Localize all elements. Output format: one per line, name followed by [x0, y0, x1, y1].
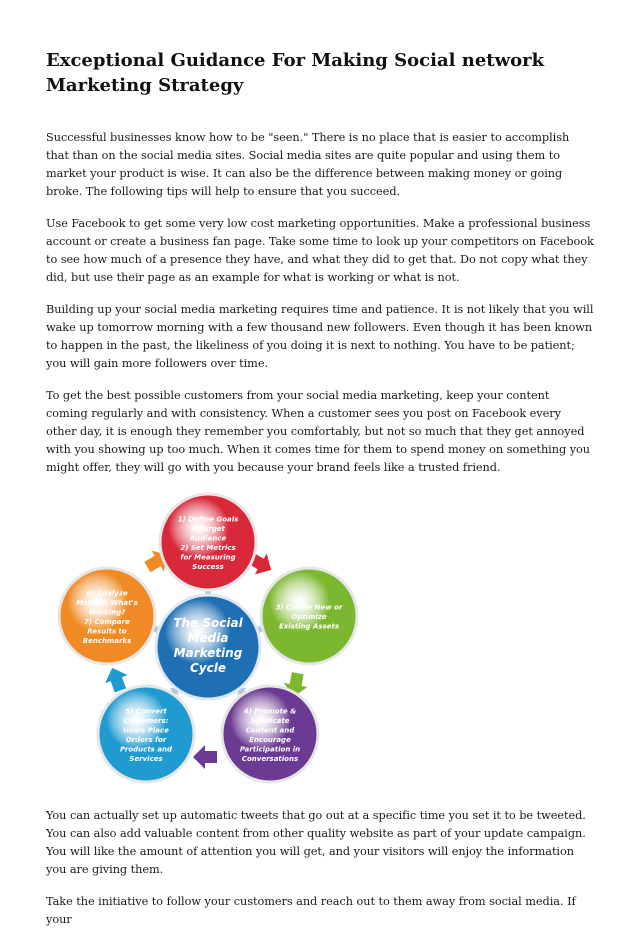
step-label-line: 4) Promote & [243, 707, 297, 716]
step-label-line: Working? [88, 608, 126, 617]
paragraph-3: Building up your social media marketing requires time and patience. It is not likely that you will wake up tomorrow morning with a few thousand new followers. Even though it has been known to happen in the past, the likeliness of you doing it is next to nothing. You have to be patient; you will gain more followers over time. [46, 303, 594, 370]
step-label-line: Audience [189, 534, 227, 543]
step-label-line: 2) Set Metrics [180, 543, 236, 552]
step-label-line: Metrics: What's [76, 598, 138, 607]
cycle-step-3 [222, 686, 318, 782]
social-media-cycle-diagram [46, 487, 594, 807]
step-label-line: 7) Compare [84, 617, 130, 626]
center-label-line: Cycle [190, 661, 226, 675]
paragraph-5: You can actually set up automatic tweets that go out at a specific time you set it to be tweeted. You can also add valuable content from other quality website as part of your update campaign. You will like the amount of attention you will get, and your visitors will enjoy the information you are giving them. [46, 809, 586, 876]
step-label-line: Benchmarks [82, 636, 132, 645]
step-label-line: Encourage [249, 735, 291, 744]
cycle-step-1 [160, 494, 256, 590]
step-label-line: Customers: [123, 716, 169, 725]
step-label-line: Conversations [241, 754, 299, 763]
paragraph-4: To get the best possible customers from your social media marketing, keep your content coming regularly and with consistency. When a customer sees you post on Facebook every other day, it is enough they remember you comfortably, but not so much that they get annoyed with you showing up too much. When it comes time for them to spend money on something you might offer, they will go with you because your brand feels like a trusted friend. [46, 389, 591, 474]
step-label-line: Products and [120, 745, 172, 754]
step-label-line: Success [192, 562, 224, 571]
step-label-line: Results to [87, 627, 127, 636]
cycle-step-4 [98, 686, 194, 782]
step-label-line: Content and [245, 726, 295, 735]
step-label-line: & Target [191, 524, 225, 533]
step-label-line: 3) Create New or [275, 603, 343, 612]
step-label-line: Existing Assets [278, 622, 340, 631]
step-label-line: Optimize [291, 613, 327, 621]
cycle-step-2 [261, 568, 357, 664]
center-label-line: Media [187, 631, 229, 645]
cycle-center [156, 595, 260, 699]
step-label-line: 6) Analyze [86, 589, 128, 598]
paragraph-2: Use Facebook to get some very low cost marketing opportunities. Make a professional business account or create a business fan page. Take some time to look up your competitors on Facebook to see how much of a presence they have, and what they did to get that. Do not copy what they did, but use their page as an example for what is working or what is not. [46, 217, 594, 284]
cycle-step-5 [59, 568, 155, 664]
paragraph-6: Take the initiative to follow your customers and reach out to them away from social media. If your [46, 895, 576, 926]
step-label-line: 1) Define Goals [177, 515, 239, 524]
step-label-line: Orders for [125, 735, 167, 744]
cycle-svg [46, 487, 594, 807]
center-label-line: The Social [173, 616, 243, 630]
cycle-arrow [193, 745, 217, 769]
step-label-line: 5) Convert [125, 707, 167, 716]
document-page [46, 48, 594, 929]
step-label-line: Syndicate [250, 716, 290, 725]
paragraph-1: Successful businesses know how to be "seen." There is no place that is easier to accomplish that than on the social media sites. Social media sites are quite popular and using them to market your product is wise. It can also be the difference between making money or going broke. The following tips will help to ensure that you succeed. [46, 131, 570, 198]
step-label-line: Services [129, 754, 163, 763]
center-label-line: Marketing [173, 646, 243, 660]
step-label-line: Users Place [123, 726, 169, 735]
step-label-line: for Measuring [180, 553, 236, 562]
page-title: Exceptional Guidance For Making Social network Marketing Strategy [46, 50, 545, 96]
step-label-line: Participation in [239, 745, 301, 754]
